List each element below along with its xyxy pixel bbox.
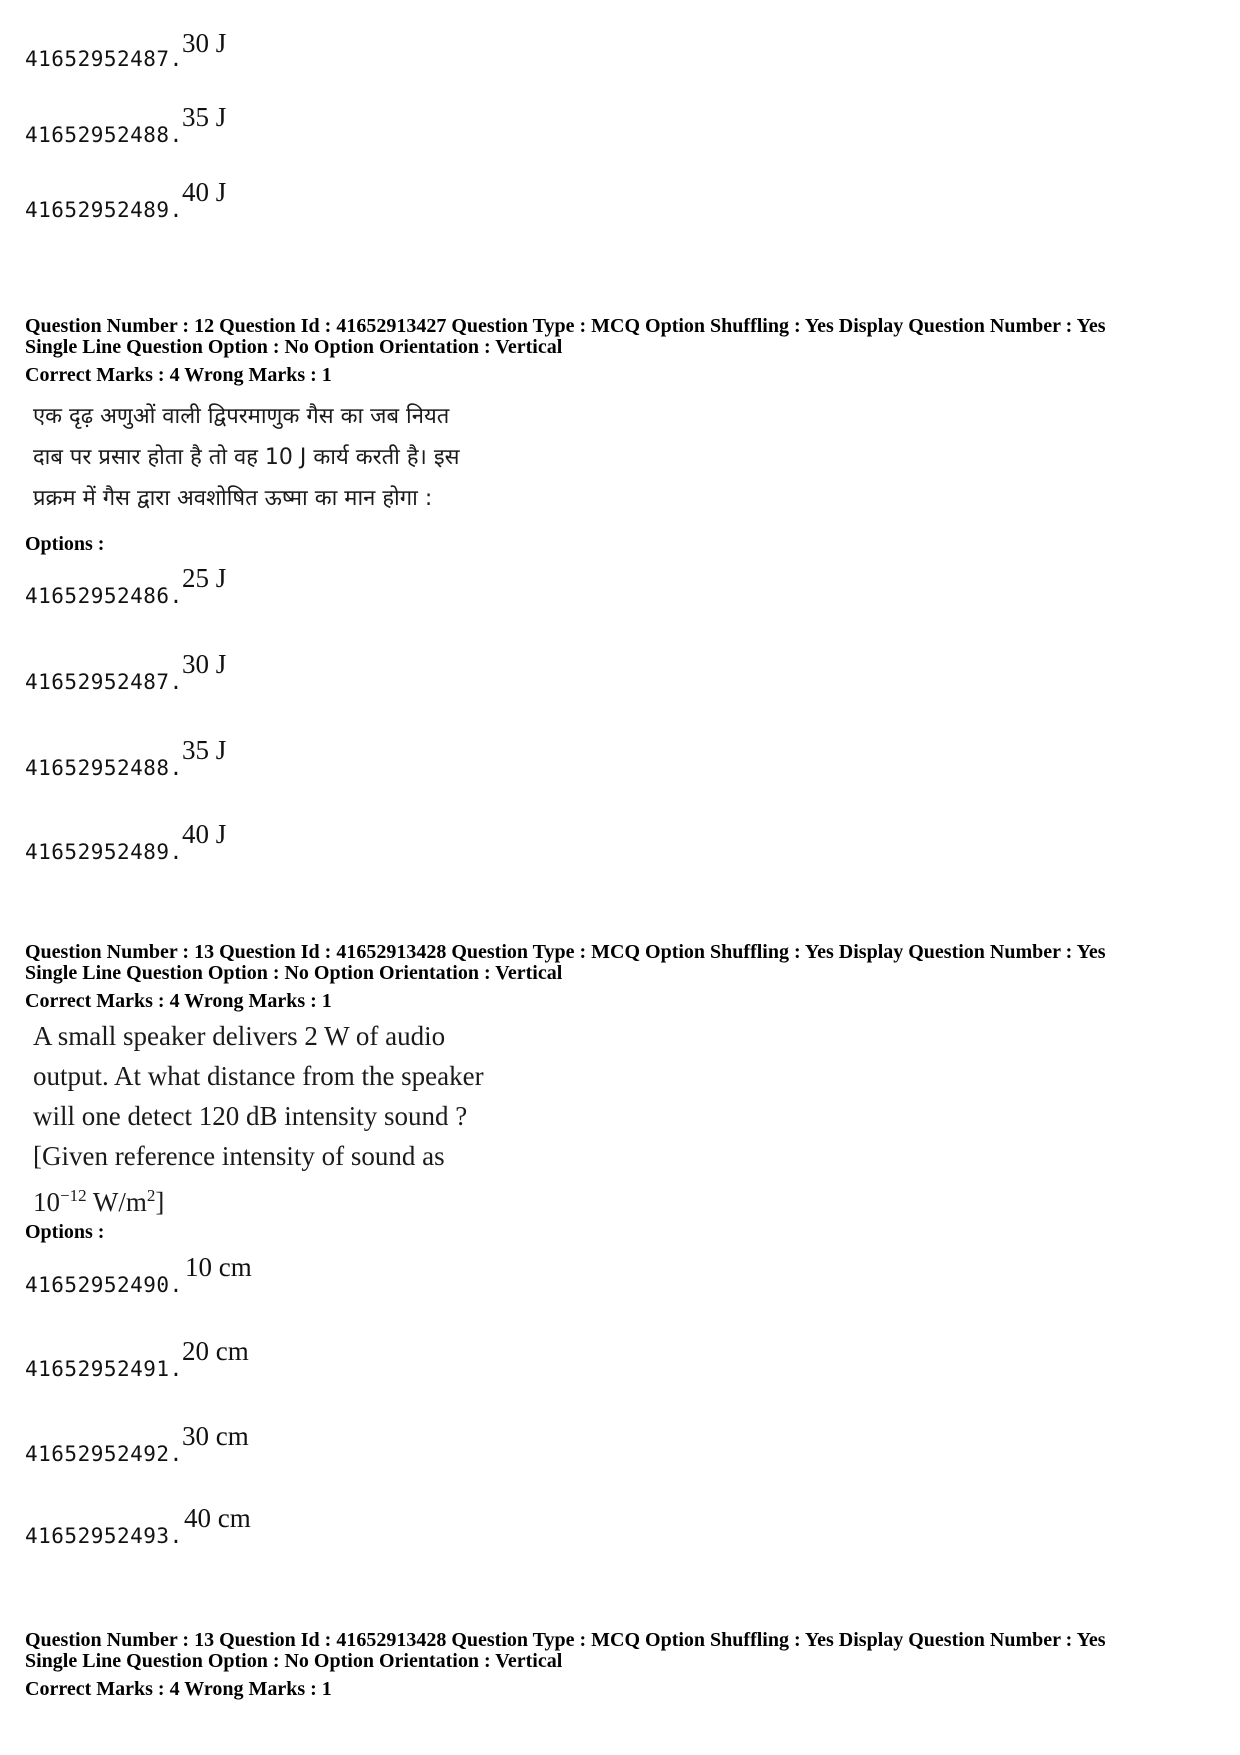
question-marks: Correct Marks : 4 Wrong Marks : 1 bbox=[25, 990, 332, 1012]
question-meta-line1: Question Number : 12 Question Id : 41652913427 Question Type : MCQ Option Shuffling : Yes Display Question Number : Yes bbox=[25, 315, 1106, 337]
option-value: 10 cm bbox=[185, 1252, 252, 1282]
option-value: 30 J bbox=[182, 28, 227, 58]
question-marks: Correct Marks : 4 Wrong Marks : 1 bbox=[25, 1678, 332, 1700]
question-text-line: will one detect 120 dB intensity sound ? bbox=[33, 1101, 468, 1131]
question-text-line: [Given reference intensity of sound as bbox=[33, 1141, 445, 1171]
question-text bbox=[33, 1016, 543, 1222]
option-value: 20 cm bbox=[182, 1336, 249, 1366]
formula-unit: W/m bbox=[86, 1187, 147, 1217]
option-id: 41652952488. bbox=[25, 123, 183, 147]
option-id: 41652952488. bbox=[25, 756, 183, 780]
option-id: 41652952486. bbox=[25, 584, 183, 608]
question-marks: Correct Marks : 4 Wrong Marks : 1 bbox=[25, 364, 332, 386]
question-text-line: प्रक्रम में गैस द्वारा अवशोषित ऊष्मा का मान होगा : bbox=[33, 486, 433, 511]
question-text-line-formula bbox=[33, 1176, 543, 1222]
option-id: 41652952492. bbox=[25, 1442, 183, 1466]
option-id: 41652952489. bbox=[25, 840, 183, 864]
formula-base: 10 bbox=[33, 1187, 60, 1217]
option-id: 41652952493. bbox=[25, 1524, 183, 1548]
question-meta-line1: Question Number : 13 Question Id : 41652913428 Question Type : MCQ Option Shuffling : Yes Display Question Number : Yes bbox=[25, 941, 1106, 963]
question-meta-line2: Single Line Question Option : No Option Orientation : Vertical bbox=[25, 962, 563, 984]
question-meta-line1: Question Number : 13 Question Id : 41652913428 Question Type : MCQ Option Shuffling : Yes Display Question Number : Yes bbox=[25, 1629, 1106, 1651]
option-id: 41652952487. bbox=[25, 670, 183, 694]
option-id: 41652952491. bbox=[25, 1357, 183, 1381]
option-value: 30 cm bbox=[182, 1421, 249, 1451]
option-value: 35 J bbox=[182, 102, 227, 132]
options-label: Options : bbox=[25, 533, 105, 555]
option-id: 41652952490. bbox=[25, 1273, 183, 1297]
option-value: 40 J bbox=[182, 177, 227, 207]
formula-unit-exponent: 2 bbox=[146, 1186, 156, 1205]
options-label: Options : bbox=[25, 1221, 105, 1243]
formula-close: ] bbox=[155, 1187, 165, 1217]
question-meta-line2: Single Line Question Option : No Option Orientation : Vertical bbox=[25, 336, 563, 358]
question-text-line: दाब पर प्रसार होता है तो वह 10 J कार्य करती है। इस bbox=[33, 445, 460, 470]
question-text-line: एक दृढ़ अणुओं वाली द्विपरमाणुक गैस का जब नियत bbox=[33, 404, 450, 429]
option-value: 25 J bbox=[182, 563, 227, 593]
option-id: 41652952487. bbox=[25, 47, 183, 71]
question-text-line: A small speaker delivers 2 W of audio bbox=[33, 1021, 446, 1051]
option-value: 40 J bbox=[182, 819, 227, 849]
option-value: 35 J bbox=[182, 735, 227, 765]
option-id: 41652952489. bbox=[25, 198, 183, 222]
question-text bbox=[33, 396, 460, 519]
question-meta-line2: Single Line Question Option : No Option Orientation : Vertical bbox=[25, 1650, 563, 1672]
question-text-line: output. At what distance from the speaker bbox=[33, 1061, 484, 1091]
formula-exponent: −12 bbox=[60, 1186, 87, 1205]
option-value: 40 cm bbox=[184, 1503, 251, 1533]
option-value: 30 J bbox=[182, 649, 227, 679]
